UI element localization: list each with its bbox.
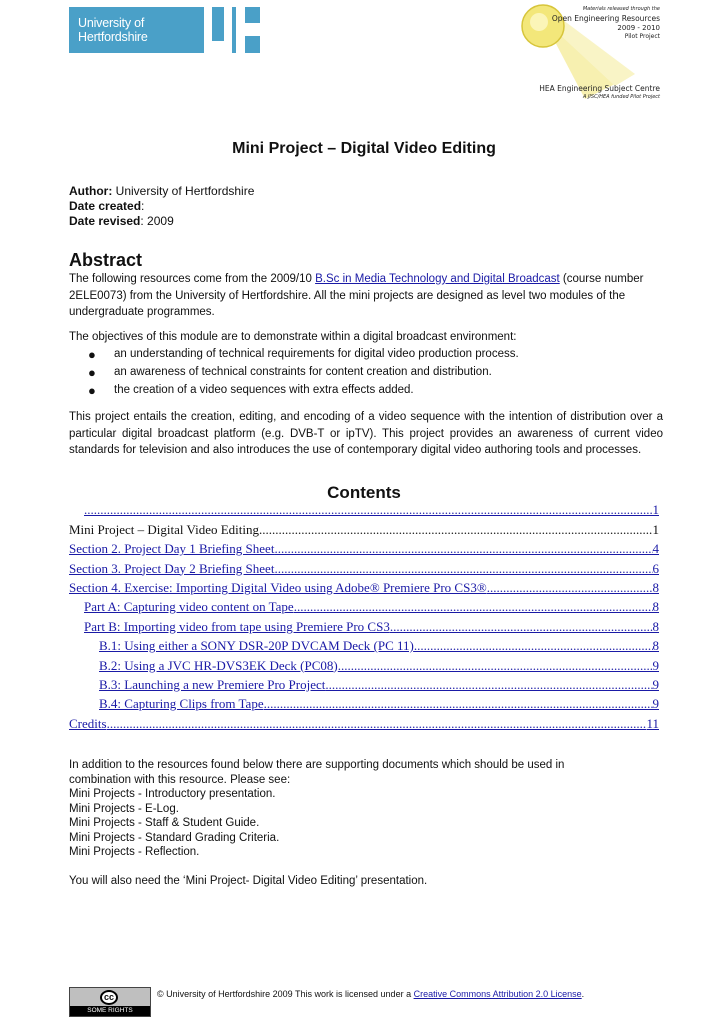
toc-entry-label[interactable]: Section 3. Project Day 2 Briefing Sheet [69, 560, 275, 576]
oer-line-5: HEA Engineering Subject Centre [539, 84, 660, 93]
list-item: Mini Projects - Introductory presentation. [69, 788, 276, 800]
abstract-p1-b: (course number 2ELE0073) from the University of Hertfordshire. All the mini projects are designed as level two modules of the undergraduate programmes. [69, 273, 644, 318]
toc-leader-dots [414, 638, 653, 654]
toc-entry-label[interactable]: B.2: Using a JVC HR-DVS3EK Deck (PC08) [99, 657, 338, 673]
toc-leader-dots [259, 522, 653, 538]
oer-line-4: Pilot Project [624, 33, 660, 40]
list-item [88, 363, 519, 381]
toc-entry[interactable] [69, 693, 659, 712]
cc-badge-label: SOME RIGHTS RESERVED [70, 1006, 150, 1016]
table-of-contents [69, 499, 659, 732]
abstract-heading: Abstract [69, 250, 143, 270]
toc-entry[interactable] [69, 712, 659, 731]
abstract-paragraph-3: This project entails the creation, editing, and encoding of a video sequence with the intention of distribution over a particular digital broadcast platform (e.g. DVB-T or ipTV). This project provides an awareness of current video standards for television and also introduces the use of contemporary digital video authoring tools and processes. [69, 411, 663, 456]
abstract-paragraph-2: The objectives of this module are to demonstrate within a digital broadcast environment: [69, 331, 517, 343]
toc-entry[interactable] [69, 538, 659, 557]
date-revised-label: Date revised [69, 214, 141, 228]
toc-entry-label[interactable]: Credits [69, 715, 107, 731]
list-item-text: the creation of a video sequences with extra effects added. [114, 384, 414, 396]
date-created-line [69, 199, 144, 213]
date-created-value: : [141, 199, 145, 213]
toc-page-number[interactable]: 1 [652, 521, 659, 537]
toc-page-number[interactable]: 9 [652, 676, 659, 692]
toc-page-number[interactable]: 8 [652, 599, 659, 615]
document-title: Mini Project – Digital Video Editing [232, 140, 496, 157]
supporting-intro: In addition to the resources found below there are supporting documents which should be used in combination with this resource. Please see: [69, 759, 565, 786]
toc-leader-dots [390, 619, 653, 635]
toc-page-number[interactable]: 8 [652, 618, 659, 634]
toc-entry[interactable] [69, 557, 659, 576]
oer-line-1: Materials released through the [582, 6, 660, 12]
list-item: Mini Projects - Staff & Student Guide. [69, 817, 260, 829]
list-item-text: an understanding of technical requirements for digital video production process. [114, 348, 519, 360]
oer-badge [505, 4, 660, 108]
toc-entry[interactable] [69, 615, 659, 634]
toc-entry-label[interactable]: Section 4. Exercise: Importing Digital Video using Adobe® Premiere Pro CS3® [69, 579, 487, 595]
toc-entry-label[interactable]: Part A: Capturing video content on Tape [84, 599, 294, 615]
uh-letter-h-gap-top [245, 7, 260, 23]
degree-link[interactable]: B.Sc in Media Technology and Digital Broadcast [315, 273, 560, 285]
toc-entry-label[interactable]: Section 2. Project Day 1 Briefing Sheet [69, 541, 275, 557]
list-item [88, 381, 519, 399]
toc-page-number[interactable]: 11 [646, 715, 659, 731]
toc-entry-label[interactable]: B.1: Using either a SONY DSR-20P DVCAM Deck (PC 11) [99, 638, 414, 654]
oer-line-6: A JISC/HEA funded Pilot Project [582, 94, 660, 100]
toc-page-number[interactable]: 8 [652, 579, 659, 595]
uh-letter-u-inner [212, 7, 224, 41]
toc-entry[interactable] [69, 635, 659, 654]
toc-page-number[interactable]: 1 [652, 502, 659, 518]
toc-leader-dots [107, 716, 647, 732]
toc-leader-dots [338, 658, 653, 674]
list-item: Mini Projects - Standard Grading Criteria. [69, 831, 280, 844]
bullet-icon: ● [88, 382, 96, 398]
toc-page-number[interactable]: 9 [652, 696, 659, 712]
toc-entry[interactable] [69, 499, 659, 518]
list-item [88, 345, 519, 363]
bullet-icon: ● [88, 364, 96, 380]
footer-text-b: . [581, 989, 585, 999]
cc-icon: cc [100, 990, 118, 1005]
contents-heading: Contents [327, 483, 401, 502]
abstract-paragraph-1 [69, 271, 663, 321]
supporting-list [69, 787, 663, 860]
toc-page-number[interactable]: 8 [652, 638, 659, 654]
creative-commons-badge[interactable] [69, 987, 151, 1024]
toc-leader-dots [264, 696, 653, 712]
author-line [69, 184, 254, 198]
toc-entry[interactable] [69, 654, 659, 673]
list-item: Mini Projects - E-Log. [69, 802, 179, 815]
date-revised-line [69, 214, 174, 228]
supporting-closing: You will also need the ‘Mini Project- Digital Video Editing’ presentation. [69, 875, 428, 887]
toc-entry-label[interactable]: B.4: Capturing Clips from Tape [99, 696, 264, 712]
license-link[interactable]: Creative Commons Attribution 2.0 License [413, 989, 582, 999]
toc-page-number[interactable]: 6 [652, 560, 659, 576]
uh-letter-h-gap-bottom [245, 36, 260, 53]
footer-text-a: © University of Hertfordshire 2009 This work is licensed under a [157, 989, 414, 999]
toc-leader-dots [325, 677, 652, 693]
date-revised-value: : 2009 [140, 214, 174, 228]
footer-license [157, 989, 584, 999]
toc-entry[interactable] [69, 674, 659, 693]
toc-entry[interactable] [69, 577, 659, 596]
university-logo-text [78, 16, 148, 44]
toc-leader-dots [274, 561, 652, 577]
toc-page-number[interactable]: 4 [652, 541, 659, 557]
objectives-list [88, 345, 519, 399]
toc-entry[interactable] [69, 596, 659, 615]
author-label: Author: [69, 184, 113, 198]
abstract-p1-a: The following resources come from the 2009/10 [69, 273, 316, 285]
toc-entry-label[interactable]: B.3: Launching a new Premiere Pro Project [99, 676, 326, 692]
toc-entry-label[interactable]: Part B: Importing video from tape using Premiere Pro CS3 [84, 618, 390, 634]
logo-line-2: Hertfordshire [78, 30, 148, 44]
toc-leader-dots [274, 541, 652, 557]
toc-leader-dots [487, 580, 653, 596]
toc-page-number[interactable]: 9 [652, 657, 659, 673]
toc-leader-dots [84, 502, 653, 518]
author-value: University of Hertfordshire [115, 184, 255, 198]
toc-leader-dots [294, 599, 653, 615]
bullet-icon: ● [88, 346, 96, 362]
oer-line-3: 2009 - 2010 [617, 24, 660, 32]
toc-entry-label[interactable]: Mini Project – Digital Video Editing [69, 521, 259, 537]
toc-entry[interactable] [69, 518, 659, 537]
oer-line-2: Open Engineering Resources [551, 14, 660, 23]
date-created-label: Date created [69, 199, 142, 213]
list-item: Mini Projects - Reflection. [69, 846, 200, 858]
university-logo [69, 7, 270, 53]
logo-line-1: University of [78, 16, 145, 30]
list-item-text: an awareness of technical constraints for content creation and distribution. [114, 366, 492, 378]
